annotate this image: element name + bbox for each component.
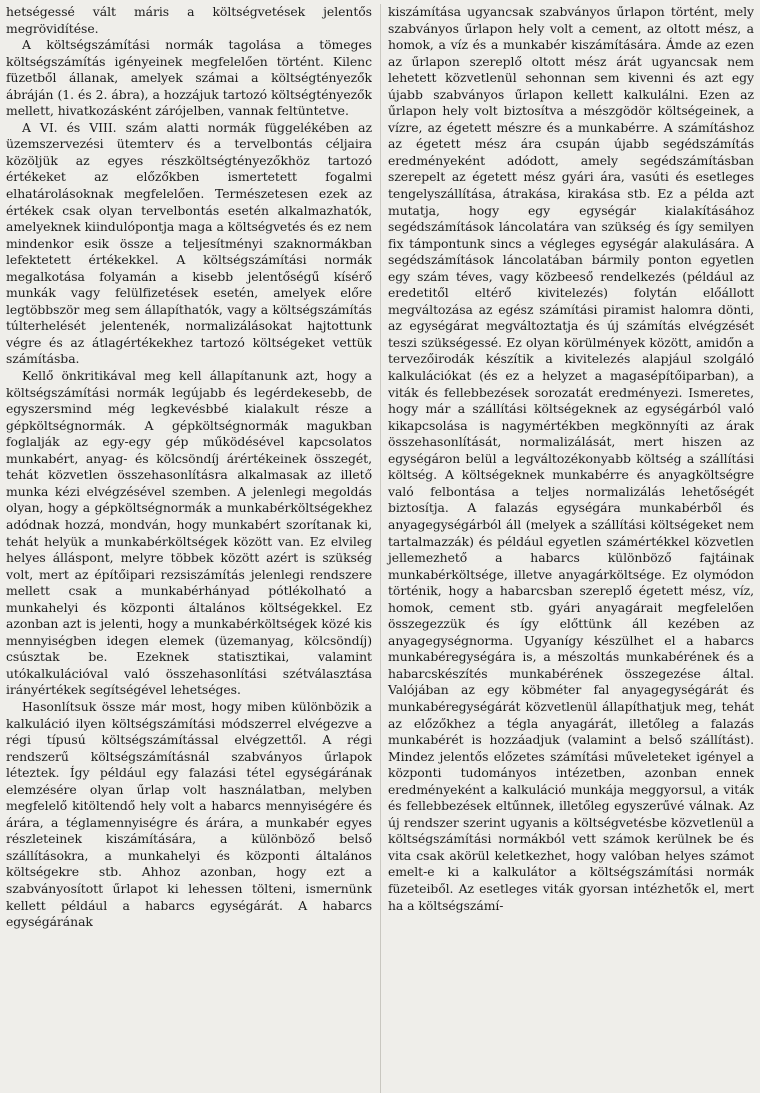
paragraph: A költségszámítási normák tagolása a tömeges költségszámítás igényeinek megfelelően történt. Kilenc füzetből állanak, amelyek számai a költségtényezők ábráján (1. és 2. ábra), a hozzájuk tartozó költségtényezők mellett, hivatkozásként zárójelben, vannak feltüntetve. xyxy=(6,37,372,119)
paragraph: hetségessé vált máris a költségvetések jelentős megrövidítése. xyxy=(6,4,372,36)
right-column xyxy=(380,4,754,1093)
paragraph: kiszámítása ugyancsak szabványos űrlapon történt, mely szabványos űrlapon hely volt a cement, az oltott mész, a homok, a víz és a munkabér kiszámítására. Ámde az ezen az űrlapon szereplő oltott mész árát ugyancsak nem lehetett közvetlenül sehonnan sem kivenni és azt egy újabb szabványos űrlapon kellett kalkulálni. Ezen az űrlapon hely volt biztosítva a mészgödör költségeinek, a vízre, az égetett mészre és a munkabérre. A számításhoz az égetett mész ára csupán újabb segédszámítás eredményeként adódott, amely segédszámításban szerepelt az égetett mész gyári ára, vasúti és esetleges tengelyszállítása, átrakása, kirakása stb. Ez a példa azt mutatja, hogy egy egységár kialakításához segédszámítások láncolatára van szükség és így semilyen fix támpontunk sincs a végleges egységár alakulására. A segédszámítások láncolatában bármily ponton egyetlen egy szám téves, vagy közbeeső rendelkezés (például az eredetitől eltérő kivitelezés) folytán előállott megváltozása az egész számítási piramist halomra dönti, az egységárat megváltoztatja és új számítás elvégzését teszi szükségessé. Ez olyan körülmények között, amidőn a tervezőirodák készítik a kivitelezés alapjául szolgáló kalkulációkat (és ez a helyzet a magasépítőiparban), a viták és fellebbezések sorozatát eredményezi. Ismeretes, hogy már a szállítási költségeknek az egységárból való kikapcsolása is nagymértékben megkönnyíti az árak összehasonlítását, normalizálását, mert hiszen az egységáron belül a legváltozékonyabb költség a szállítási költség. A költségeknek munkabérre és anyagköltségre való felbontása a teljes normalizálás lehetőségét biztosítja. A falazás egységára munkabérből és anyagegységárból áll (melyek a szállítási költségeket nem tartalmazzák) és például egyetlen számértékkel közvetlen jellemezhető a habarcs különböző fajtáinak munkabérköltsége, illetve anyagárköltsége. Ez olymódon történik, hogy a habarcsban szereplő égetett mész, víz, homok, cement stb. gyári anyagárait megfelelően összegezzük és így előttünk áll kezében az anyagegységnorma. Ugyanígy készülhet el a habarcs munkabéregységára is, a mészoltás munkabérének és a habarcskészítés munkabérének összegezése által. Valójában az egy köbméter fal anyagegységárát és munkabéregységárát közvetlenül állapíthatjuk meg, tehát az előzőkhez a tégla anyagárát, illetőleg a falazás munkabérét is hozzáadjuk (valamint a belső szállítást). Mindez jelentős előzetes számítási műveleteket igényel a központi tudományos intézetben, azonban ennek eredményeként a kalkuláció munkája meggyorsul, a viták és fellebbezések eltűnnek, illetőleg egyszerűvé válnak. Az új rendszer szerint ugyanis a költségvetésbe közvetlenül a költségszámítási normákból vett számok kerülnek be és vita csak akörül keletkezhet, hogy valóban helyes számot emelt-e ki a kalkulátor a költségszámítási normák füzeteiből. Az esetleges viták gyorsan intézhetők el, mert ha a költségszámí- xyxy=(388,4,754,913)
paragraph: Hasonlítsuk össze már most, hogy miben különbözik a kalkuláció ilyen költségszámítási módszerrel elvégezve a régi típusú költségszámítással elvégzettől. A régi rendszerű költségszámításnál szabványos űrlapok léteztek. Így például egy falazási tétel egységárának elemzésére olyan űrlap volt használatban, melyben megfelelő kitöltendő hely volt a habarcs mennyiségére és árára, a téglamennyiségre és árára, a munkabér egyes részleteinek kiszámítására, a különböző belső szállításokra, a munkahelyi és központi általános költségekre stb. Ahhoz azonban, hogy ezt a szabványosított űrlapot ki lehessen tölteni, ismernünk kellett például a habarcs egységárát. A habarcs egységárának xyxy=(6,698,372,930)
paragraph: Kellő önkritikával meg kell állapítanunk azt, hogy a költségszámítási normák legújabb és legérdekesebb, de egyszersmind még legkevésbbé kialakult része a gépköltségnormák. A gépköltségnormák magukban foglalják az egy-egy gép működésével kapcsolatos munkabért, anyag- és kölcsöndíj árértékeinek összegét, tehát közvetlen összehasonlításra alkalmasak az illető munka kézi elvégzésével szemben. A jelenlegi megoldás olyan, hogy a gépköltségnormák a munkabérköltségekhez adódnak hozzá, mondván, hogy munkabért szorítanak ki, tehát helyük a munkabérköltségek között van. Ez elvileg helyes álláspont, melyre többek között azért is szükség volt, mert az építőipari rezsiszámítás jelenlegi rendszere mellett csak a munkabérhányad pótlékolható a munkahelyi és központi általános költségekkel. Ez azonban azt is jelenti, hogy a munkabérköltségek közé kis mennyiségben idegen elemek (üzemanyag, kölcsöndíj) csúsztak be. Ezeknek statisztikai, valamint utókalkulációval való összehasonlítási szétválasztása irányértékek segítségével lehetséges. xyxy=(6,368,372,698)
left-column xyxy=(6,4,372,1093)
paragraph: A VI. és VIII. szám alatti normák függelékében az üzemszervezési ütemterv és a tervelbontás céljaira közöljük az egyes részköltségtényezőkhöz tartozó értékeket az előzőkben ismertetett fogalmi elhatárolásoknak megfelelően. Természetesen ezek az értékek csak olyan tervelbontás esetén alkalmazhatók, amelyeknek kiindulópontja maga a költségvetés és ez nem mindenkor esik össze a teljesítményi szaknormákban lefektetett értékekkel. A költségszámítási normák megalkotása folyamán a kisebb jelentőségű kísérő munkák vagy felülfizetések esetén, amelyek előre legtöbbször meg sem állapíthatók, vagy a költségszámítás túlterhelését jelentenék, normalizálásokat hajtottunk végre és az átlagértékekhez tartozó költségeket vettük számításba. xyxy=(6,119,372,367)
